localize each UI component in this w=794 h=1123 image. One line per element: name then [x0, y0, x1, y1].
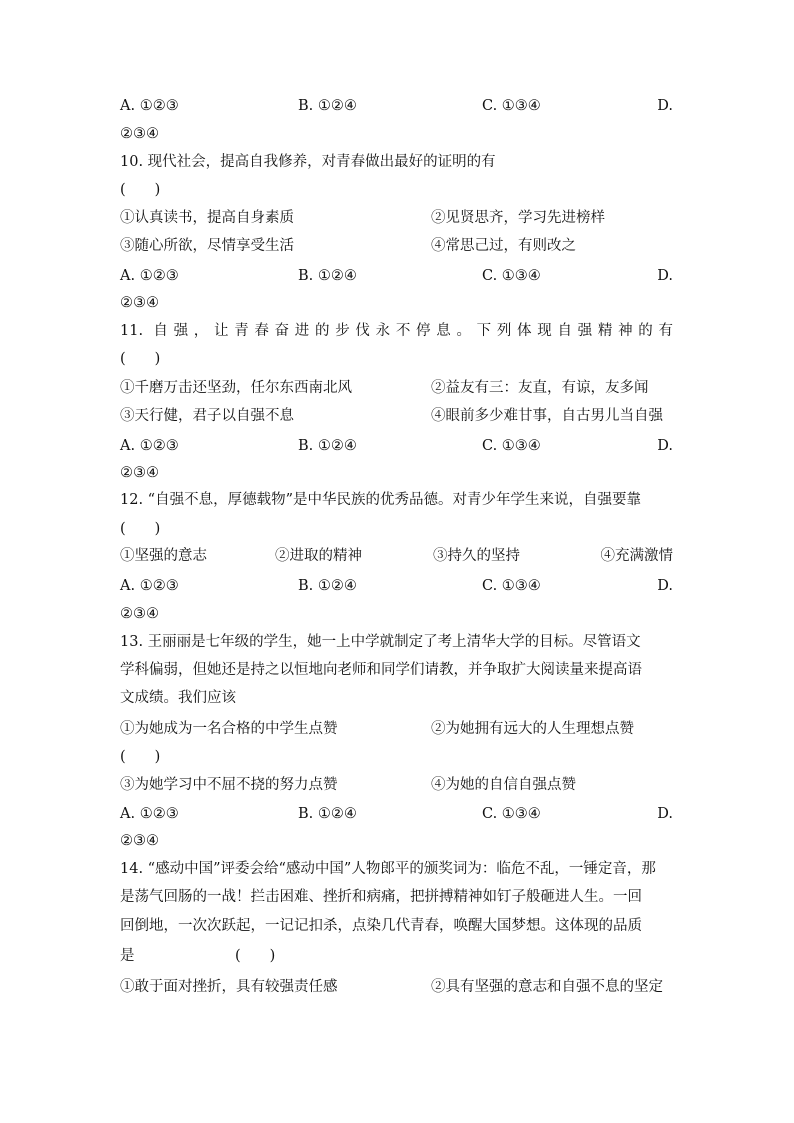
q12-option-3: ③持久的坚持	[433, 548, 520, 564]
q10-choice-row	[120, 265, 673, 287]
q9-choice-d-cont: ②③④	[120, 126, 159, 142]
q10-option-1: ①认真读书，提高自身素质	[120, 210, 294, 226]
q10-options-row1	[120, 207, 673, 229]
q13-option-4: ④为她的自信自强点赞	[431, 777, 576, 793]
q13-option-3: ③为她学习中不屈不挠的努力点赞	[120, 777, 338, 793]
q13-option-1: ①为她成为一名合格的中学生点赞	[120, 721, 338, 737]
q11-choice-a[interactable]: A. ①②③	[120, 438, 179, 454]
q13-choice-b[interactable]: B. ①②④	[298, 806, 357, 822]
q11-choice-d[interactable]: D.	[657, 438, 673, 454]
q11-choice-row	[120, 435, 673, 457]
q12-choice-d[interactable]: D.	[657, 578, 673, 594]
q11-answer-paren: ( )	[120, 351, 161, 367]
q12-option-2: ②进取的精神	[275, 548, 362, 564]
q12-choice-d-cont: ②③④	[120, 606, 159, 622]
q12-choice-row	[120, 575, 673, 597]
q14-answer-paren: ( )	[235, 948, 276, 964]
q11-choice-b[interactable]: B. ①②④	[298, 438, 357, 454]
q11-option-2: ②益友有三：友直，有谅，友多闻	[431, 380, 649, 396]
q13-stem-line-3: 文成绩。我们应该	[120, 690, 236, 706]
q12-options-row	[120, 545, 673, 567]
q13-options-row2	[120, 774, 673, 796]
q10-options-row2	[120, 235, 673, 257]
q13-answer-paren: ( )	[120, 749, 161, 765]
q9-choice-a[interactable]: A. ①②③	[120, 98, 179, 114]
q13-choice-d-cont: ②③④	[120, 833, 159, 849]
q9-choice-row	[120, 95, 673, 117]
q11-stem: 11. 自强，让青春奋进的步伐永不停息。下列体现自强精神的有	[120, 323, 673, 339]
q11-option-4: ④眼前多少难甘事，自古男儿当自强	[431, 408, 663, 424]
q10-choice-d[interactable]: D.	[657, 268, 673, 284]
q11-choice-c[interactable]: C. ①③④	[482, 438, 541, 454]
q10-choice-c[interactable]: C. ①③④	[482, 268, 541, 284]
q11-option-1: ①千磨万击还坚劲，任尔东西南北风	[120, 380, 352, 396]
q9-choice-c[interactable]: C. ①③④	[482, 98, 541, 114]
q14-stem-end: 是	[120, 948, 135, 964]
q10-option-2: ②见贤思齐，学习先进榜样	[431, 210, 605, 226]
q12-choice-c[interactable]: C. ①③④	[482, 578, 541, 594]
q10-option-4: ④常思己过，有则改之	[431, 238, 576, 254]
q12-choice-a[interactable]: A. ①②③	[120, 578, 179, 594]
q11-options-row2	[120, 405, 673, 427]
q12-choice-b[interactable]: B. ①②④	[298, 578, 357, 594]
q10-choice-d-cont: ②③④	[120, 295, 159, 311]
q13-choice-row	[120, 803, 673, 825]
q14-stem-line-3: 回倒地，一次次跃起，一记记扣杀，点染几代青春，唤醒大国梦想。这体现的品质	[120, 918, 642, 934]
q14-stem-line-1: 14. “感动中国”评委会给“感动中国”人物郎平的颁奖词为：临危不乱，一锤定音，那	[120, 861, 656, 877]
q9-choice-b[interactable]: B. ①②④	[298, 98, 357, 114]
q11-option-3: ③天行健，君子以自强不息	[120, 408, 294, 424]
q13-choice-a[interactable]: A. ①②③	[120, 806, 179, 822]
q11-choice-d-cont: ②③④	[120, 465, 159, 481]
q12-option-4: ④充满激情	[600, 548, 673, 564]
q12-option-1: ①坚强的意志	[120, 548, 207, 564]
q14-stem-line-2: 是荡气回肠的一战！拦击困难、挫折和病痛，把拼搏精神如钉子般砸进人生。一回	[120, 889, 642, 905]
q11-options-row1	[120, 377, 673, 399]
q12-stem: 12. “自强不息，厚德载物”是中华民族的优秀品德。对青少年学生来说，自强要靠	[120, 492, 641, 508]
q10-choice-a[interactable]: A. ①②③	[120, 268, 179, 284]
q12-answer-paren: ( )	[120, 521, 161, 537]
q14-options-row1	[120, 976, 673, 998]
q13-stem-line-2: 学科偏弱，但她还是持之以恒地向老师和同学们请教，并争取扩大阅读量来提高语	[120, 662, 642, 678]
q13-option-2: ②为她拥有远大的人生理想点赞	[431, 721, 634, 737]
q10-stem: 10. 现代社会，提高自我修养，对青春做出最好的证明的有	[120, 154, 496, 170]
q14-stem-line-4	[120, 945, 673, 967]
q13-stem-line-1: 13. 王丽丽是七年级的学生，她一上中学就制定了考上清华大学的目标。尽管语文	[120, 634, 641, 650]
q14-option-2: ②具有坚强的意志和自强不息的坚定	[431, 979, 663, 995]
q10-option-3: ③随心所欲，尽情享受生活	[120, 238, 294, 254]
q14-option-1: ①敢于面对挫折，具有较强责任感	[120, 979, 338, 995]
q10-choice-b[interactable]: B. ①②④	[298, 268, 357, 284]
q13-choice-d[interactable]: D.	[657, 806, 673, 822]
q10-answer-paren: ( )	[120, 182, 161, 198]
q9-choice-d[interactable]: D.	[657, 98, 673, 114]
q13-options-row1	[120, 718, 673, 740]
q13-choice-c[interactable]: C. ①③④	[482, 806, 541, 822]
